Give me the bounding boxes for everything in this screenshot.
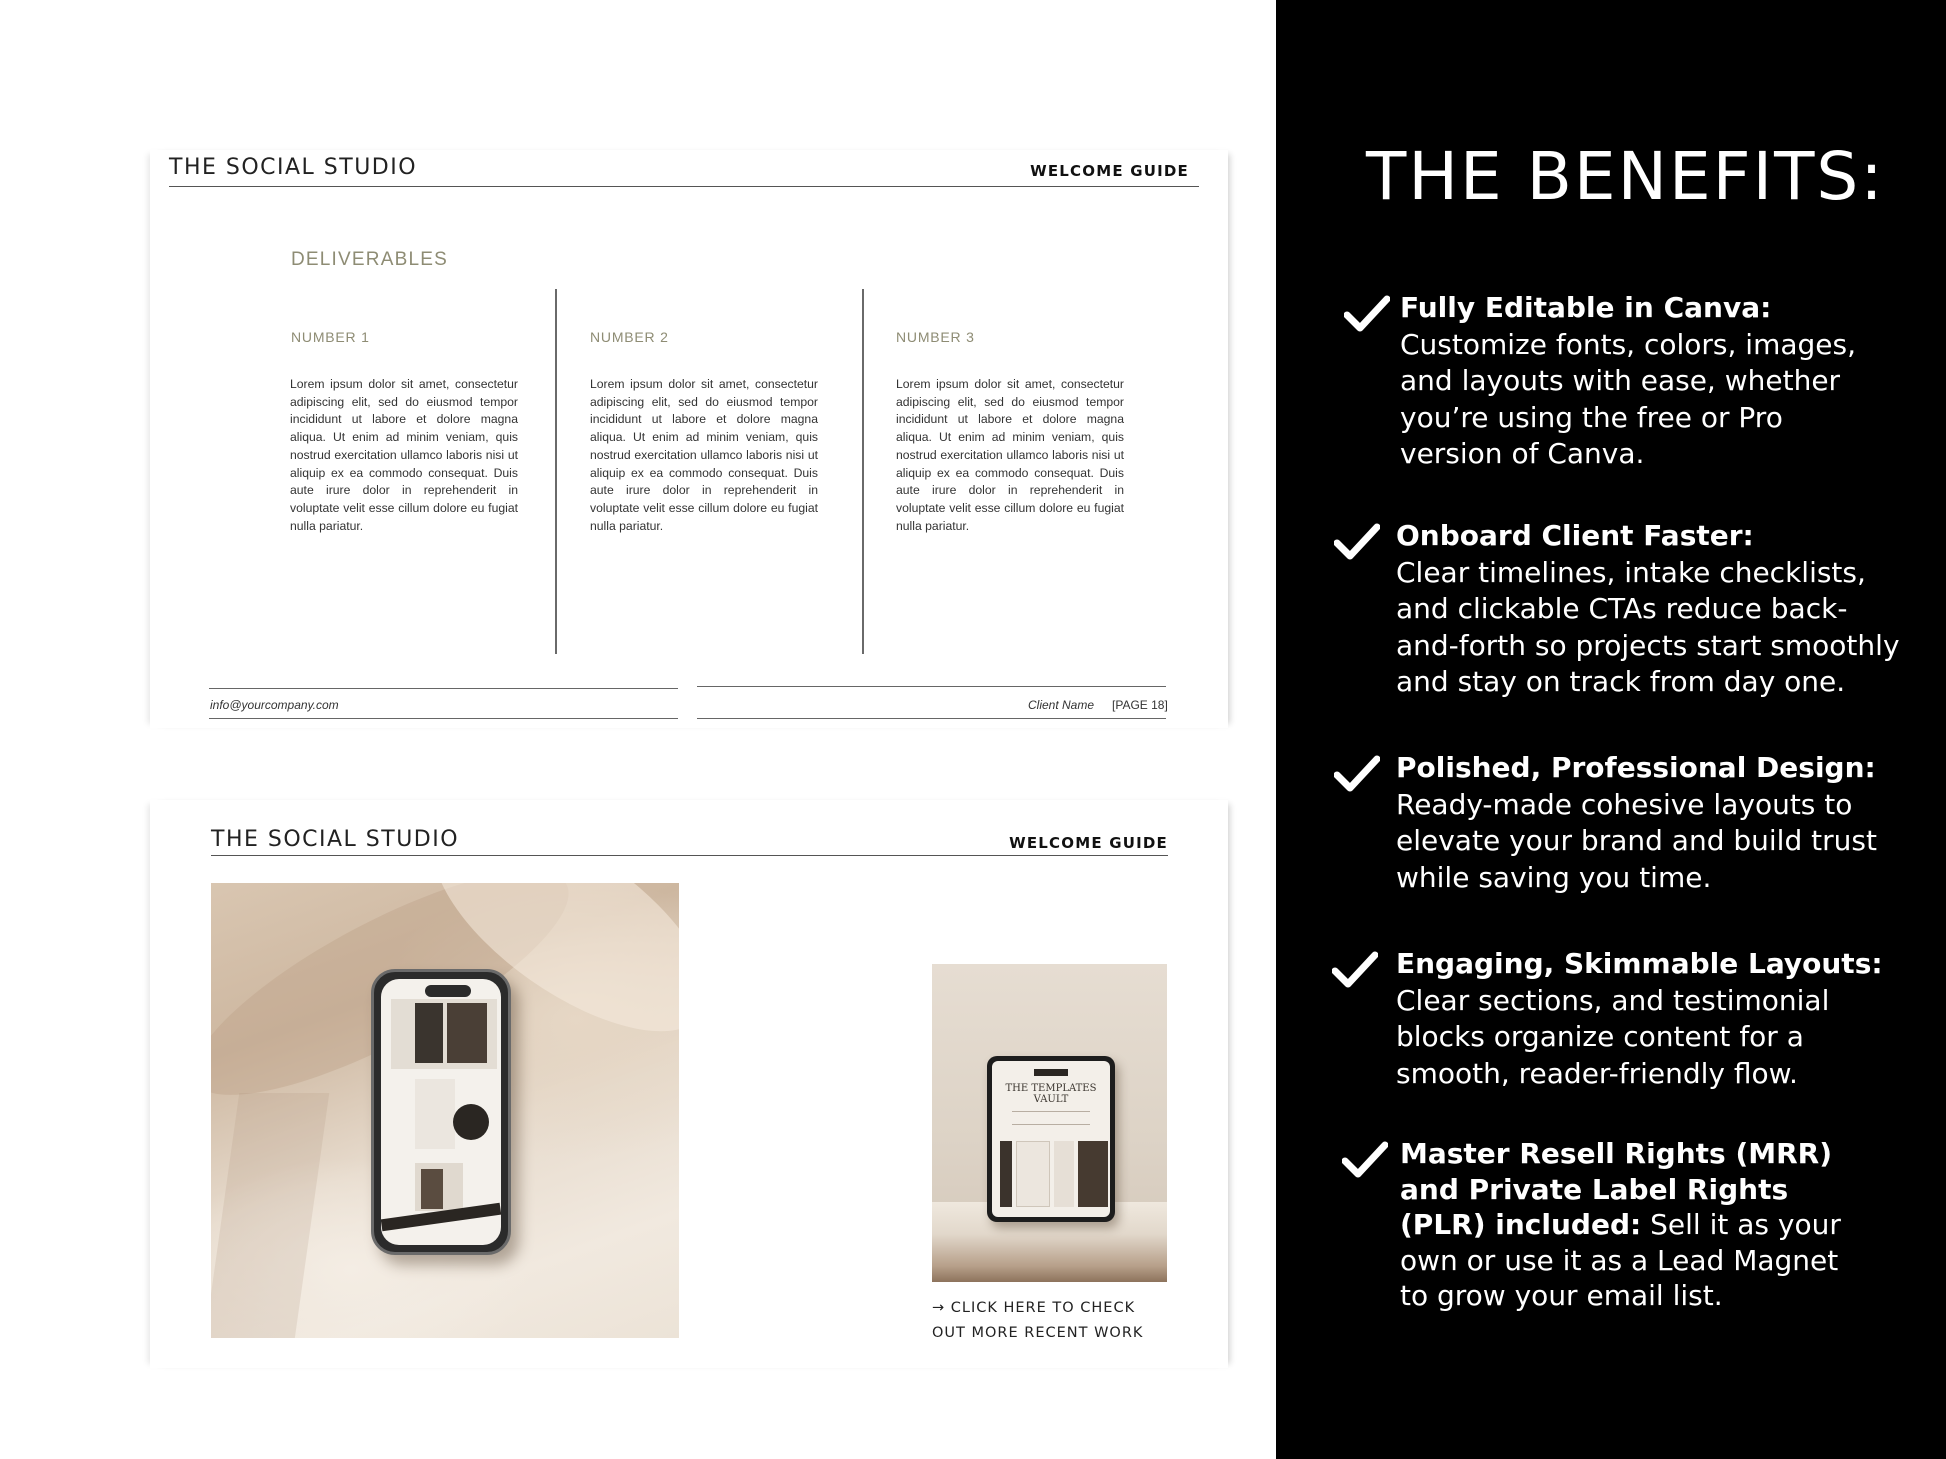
column-body-2: Lorem ipsum dolor sit amet, consectetur adipiscing elit, sed do eiusmod tempor incididunt ut labore et dolore magna aliqua. Ut enim ad minim veniam, quis nostrud exercitation ullamco laboris nisi ut aliquip ex ea commodo consequat. Duis aute irure dolor in reprehenderit in voluptate velit esse cillum dolore eu fugiat nulla pariatur. xyxy=(590,377,818,533)
benefit-text xyxy=(1396,946,1883,1092)
benefit-line: blocks organize content for a xyxy=(1396,1020,1804,1053)
check-recent-work-link[interactable] xyxy=(932,1296,1172,1346)
benefit-title: Onboard Client Faster: xyxy=(1396,519,1754,552)
benefit-line: you’re using the free or Pro xyxy=(1400,400,1783,434)
column-heading-1: NUMBER 1 xyxy=(291,329,370,345)
screen-panel xyxy=(415,1079,455,1149)
benefit-mixed-line xyxy=(1400,1207,1841,1243)
benefit-title-line: and Private Label Rights xyxy=(1400,1172,1789,1206)
check-icon xyxy=(1342,1141,1390,1181)
header-divider xyxy=(169,186,1199,187)
screen-image xyxy=(447,1003,487,1063)
benefit-line: and-forth so projects start smoothly xyxy=(1396,628,1900,662)
benefit-title-line: Master Resell Rights (MRR) xyxy=(1400,1137,1833,1170)
benefit-line: and layouts with ease, whether xyxy=(1400,364,1841,397)
footer-rule xyxy=(209,688,678,689)
tablet-screen xyxy=(992,1061,1110,1217)
benefit-line: to grow your email list. xyxy=(1400,1279,1723,1312)
benefit-text xyxy=(1400,290,1856,473)
check-icon xyxy=(1334,755,1382,795)
benefit-text xyxy=(1396,750,1877,896)
tablet-tag xyxy=(1034,1069,1068,1076)
phone-mockup-photo xyxy=(211,883,679,1338)
tablet-image xyxy=(1078,1141,1108,1207)
tablet-image xyxy=(1000,1141,1012,1207)
benefit-inline-text: Sell it as your xyxy=(1650,1208,1841,1241)
tablet-text-lines xyxy=(1012,1111,1090,1125)
cta-line-1: → CLICK HERE TO CHECK xyxy=(932,1300,1136,1316)
column-divider xyxy=(555,289,557,654)
cta-line-2: OUT MORE RECENT WORK xyxy=(932,1325,1144,1341)
footer-email: info@yourcompany.com xyxy=(210,698,339,712)
benefits-title: THE BENEFITS: xyxy=(1366,138,1885,215)
screen-image xyxy=(415,1003,443,1063)
phone-screen xyxy=(381,979,501,1245)
footer-rule xyxy=(209,718,678,719)
column-body-3: Lorem ipsum dolor sit amet, consectetur adipiscing elit, sed do eiusmod tempor incididunt ut labore et dolore magna aliqua. Ut enim ad minim veniam, quis nostrud exercitation ullamco laboris nisi ut aliquip ex ea commodo consequat. Duis aute irure dolor in reprehenderit in voluptate velit esse cillum dolore eu fugiat nulla pariatur. xyxy=(896,377,1124,533)
tablet-title: THE TEMPLATES VAULT xyxy=(1005,1083,1097,1105)
tablet-mockup-photo xyxy=(932,964,1167,1282)
benefit-line: Clear sections, and testimonial xyxy=(1396,983,1830,1017)
benefit-title-line: (PLR) included: xyxy=(1400,1208,1642,1241)
window-shadow xyxy=(211,1093,329,1338)
benefit-text xyxy=(1396,518,1900,701)
guide-label: WELCOME GUIDE xyxy=(1009,834,1168,852)
column-heading-3: NUMBER 3 xyxy=(896,329,975,345)
footer-rule xyxy=(697,686,1166,687)
tablet-mockup xyxy=(987,1056,1115,1222)
benefit-line: Customize fonts, colors, images, xyxy=(1400,327,1857,361)
benefit-title: Engaging, Skimmable Layouts: xyxy=(1396,947,1883,980)
check-icon xyxy=(1332,951,1380,991)
benefit-line: Clear timelines, intake checklists, xyxy=(1396,555,1866,589)
check-icon xyxy=(1344,295,1392,335)
benefit-title: Fully Editable in Canva: xyxy=(1400,291,1772,324)
brand-name: THE SOCIAL STUDIO xyxy=(211,827,460,852)
footer-rule xyxy=(697,718,1166,719)
benefit-line: smooth, reader-friendly flow. xyxy=(1396,1056,1798,1090)
header-divider xyxy=(211,855,1168,856)
edit-badge xyxy=(453,1104,489,1140)
column-heading-2: NUMBER 2 xyxy=(590,329,669,345)
check-icon xyxy=(1334,523,1382,563)
benefit-line: Ready-made cohesive layouts to xyxy=(1396,787,1853,821)
tablet-image xyxy=(1016,1141,1050,1207)
column-divider xyxy=(862,289,864,654)
benefit-line: elevate your brand and build trust xyxy=(1396,824,1877,857)
benefit-line: and stay on track from day one. xyxy=(1396,665,1846,698)
brand-name: THE SOCIAL STUDIO xyxy=(169,155,418,180)
tablet-image xyxy=(1054,1141,1074,1207)
footer-client-name: Client Name xyxy=(1028,698,1095,712)
screen-image xyxy=(421,1169,443,1209)
section-title: DELIVERABLES xyxy=(291,249,448,270)
benefit-line: version of Canva. xyxy=(1400,437,1645,470)
benefit-line: own or use it as a Lead Magnet xyxy=(1400,1243,1839,1277)
guide-label: WELCOME GUIDE xyxy=(1030,162,1189,180)
welcome-guide-page-portfolio xyxy=(150,800,1228,1368)
footer-page-number: [PAGE 18] xyxy=(1112,698,1168,712)
column-body-1: Lorem ipsum dolor sit amet, consectetur adipiscing elit, sed do eiusmod tempor incididunt ut labore et dolore magna aliqua. Ut enim ad minim veniam, quis nostrud exercitation ullamco laboris nisi ut aliquip ex ea commodo consequat. Duis aute irure dolor in reprehenderit in voluptate velit esse cillum dolore eu fugiat nulla pariatur. xyxy=(290,377,518,533)
benefit-title: Polished, Professional Design: xyxy=(1396,751,1876,784)
welcome-guide-page-deliverables xyxy=(150,150,1228,728)
benefit-line: and clickable CTAs reduce back- xyxy=(1396,592,1848,625)
phone-mockup xyxy=(371,969,511,1255)
benefit-text xyxy=(1400,1136,1841,1314)
benefit-line: while saving you time. xyxy=(1396,860,1712,894)
phone-notch xyxy=(425,985,471,997)
benefits-panel xyxy=(1276,0,1946,1459)
